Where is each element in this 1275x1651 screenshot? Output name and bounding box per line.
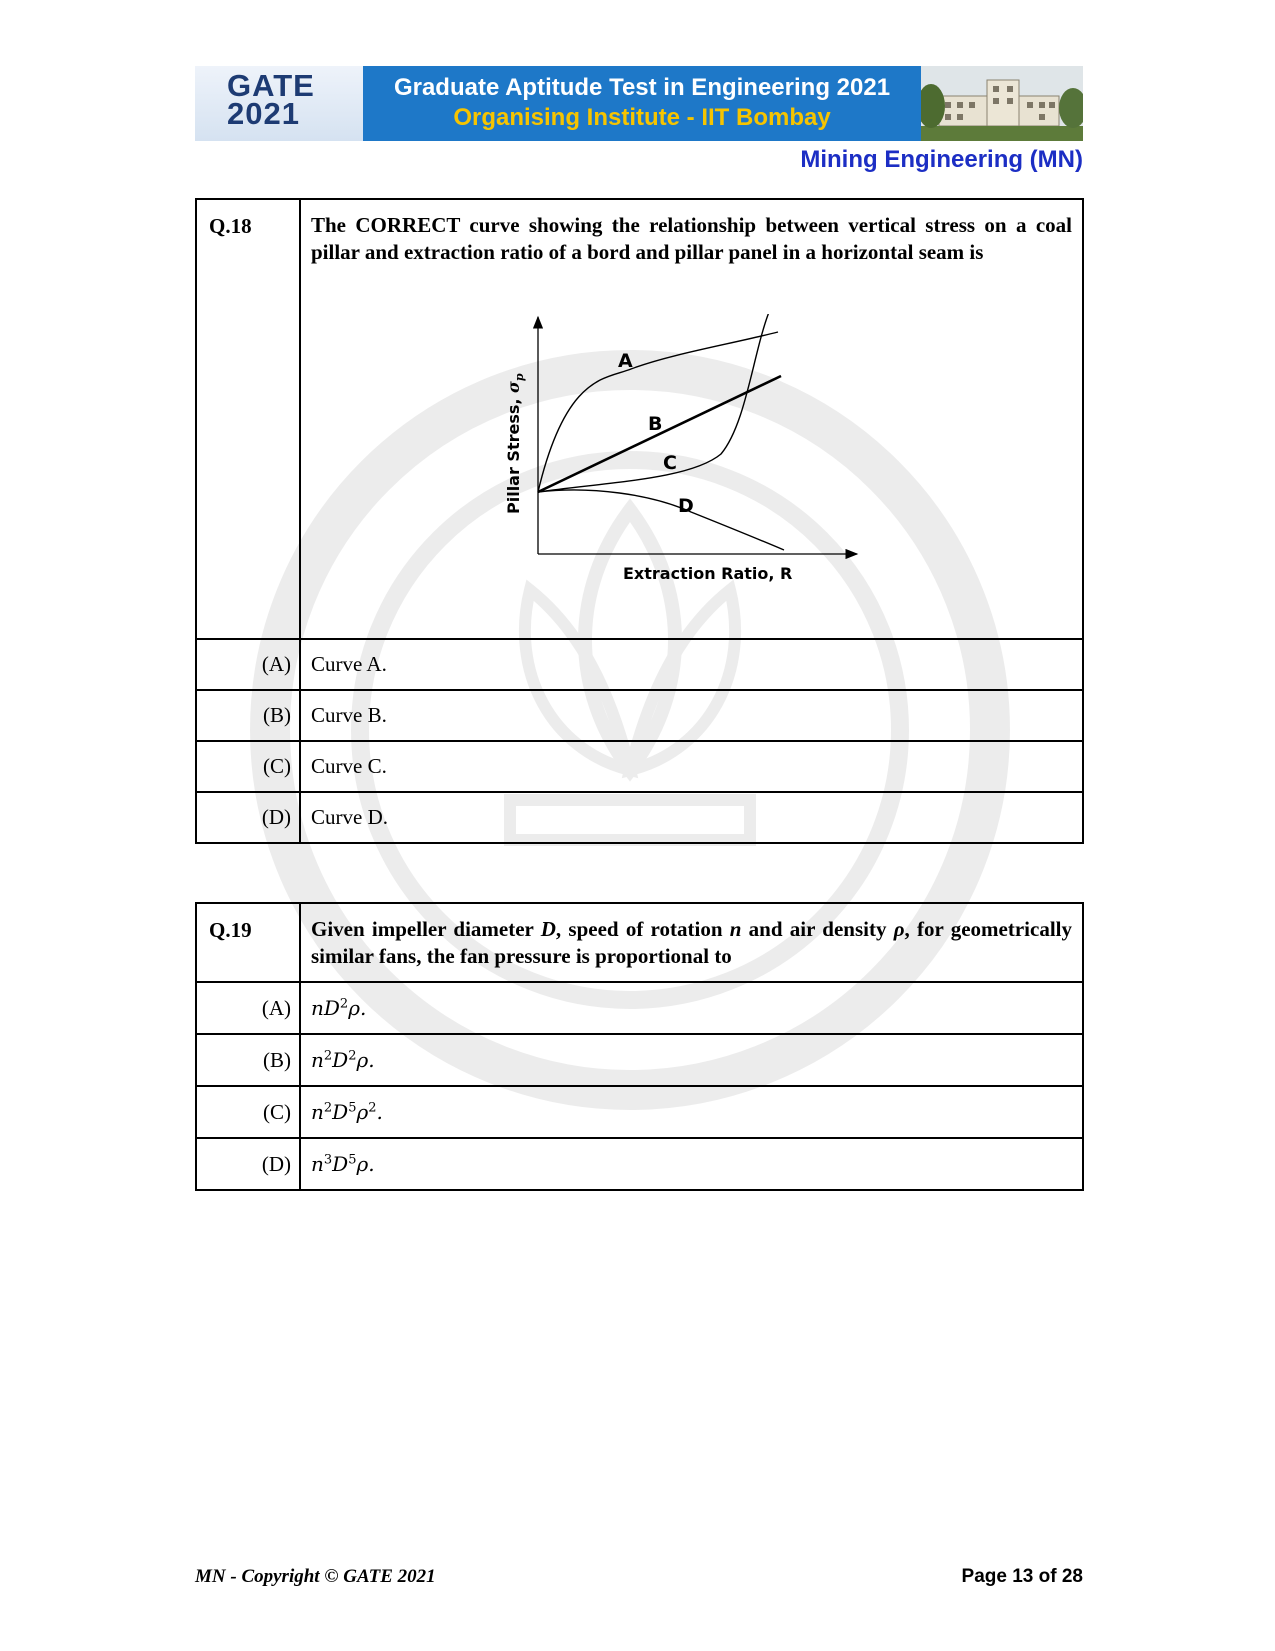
option-label: (D): [196, 1138, 300, 1190]
option-label: (C): [196, 741, 300, 792]
banner-subtitle: Organising Institute - IIT Bombay: [453, 104, 831, 131]
option-label: (A): [196, 982, 300, 1034]
question-stem: Given impeller diameter D, speed of rotation n and air density ρ, for geometrically similar fans, the fan pressure is proportional to: [300, 903, 1083, 982]
option-label: (A): [196, 639, 300, 690]
question-19-stem-row: [196, 903, 1083, 982]
question-19-table: [195, 902, 1084, 1191]
option-label: (B): [196, 1034, 300, 1086]
option-formula: $nD^2\rho$.: [300, 982, 1083, 1034]
footer-copyright: MN - Copyright © GATE 2021: [195, 1566, 436, 1587]
option-label: (D): [196, 792, 300, 843]
option-text: Curve C.: [300, 741, 1083, 792]
option-label: (B): [196, 690, 300, 741]
option-label: (C): [196, 1086, 300, 1138]
question-stem-cell: [300, 199, 1083, 639]
question-number: Q.19: [196, 903, 300, 982]
option-row: [196, 792, 1083, 843]
x-axis-label: Extraction Ratio, R: [623, 564, 793, 583]
footer-page-number: Page 13 of 28: [961, 1566, 1083, 1587]
curve-label-a: A: [618, 350, 633, 372]
option-row: [196, 982, 1083, 1034]
option-row: [196, 1034, 1083, 1086]
logo-gate-text: GATE: [227, 68, 315, 103]
curve-d: [538, 490, 784, 550]
option-formula: $n^3D^5\rho$.: [300, 1138, 1083, 1190]
option-row: [196, 1138, 1083, 1190]
option-row: [196, 741, 1083, 792]
option-text: Curve D.: [300, 792, 1083, 843]
question-18-stem-row: [196, 199, 1083, 639]
question-number: Q.18: [196, 199, 300, 639]
option-formula: $n^2D^5\rho^2$.: [300, 1086, 1083, 1138]
curve-c: [538, 314, 769, 492]
question-18-table: [195, 198, 1084, 844]
option-row: [196, 690, 1083, 741]
building-image: [921, 66, 1083, 141]
question-stem: The CORRECT curve showing the relationship between vertical stress on a coal pillar and extraction ratio of a bord and pillar panel in a horizontal seam is: [311, 213, 1072, 264]
institute-building-photo: [921, 66, 1083, 141]
logo-year-text: 2021: [227, 96, 300, 131]
option-text: Curve B.: [300, 690, 1083, 741]
option-row: [196, 1086, 1083, 1138]
stress-extraction-diagram: [491, 314, 871, 586]
gate-logo: [195, 66, 363, 141]
banner-title: Graduate Aptitude Test in Engineering 2021: [393, 74, 891, 101]
banner-title-block: [363, 66, 921, 141]
curve-label-d: D: [678, 495, 694, 517]
y-axis-label: Pillar Stress, $\sigma_p$: [504, 373, 526, 514]
option-text: Curve A.: [300, 639, 1083, 690]
option-row: [196, 639, 1083, 690]
option-formula: $n^2D^2\rho$.: [300, 1034, 1083, 1086]
subject-title: Mining Engineering (MN): [800, 146, 1083, 173]
curve-label-b: B: [648, 413, 663, 435]
curve-label-c: C: [663, 452, 677, 474]
header-banner: [195, 66, 1083, 141]
